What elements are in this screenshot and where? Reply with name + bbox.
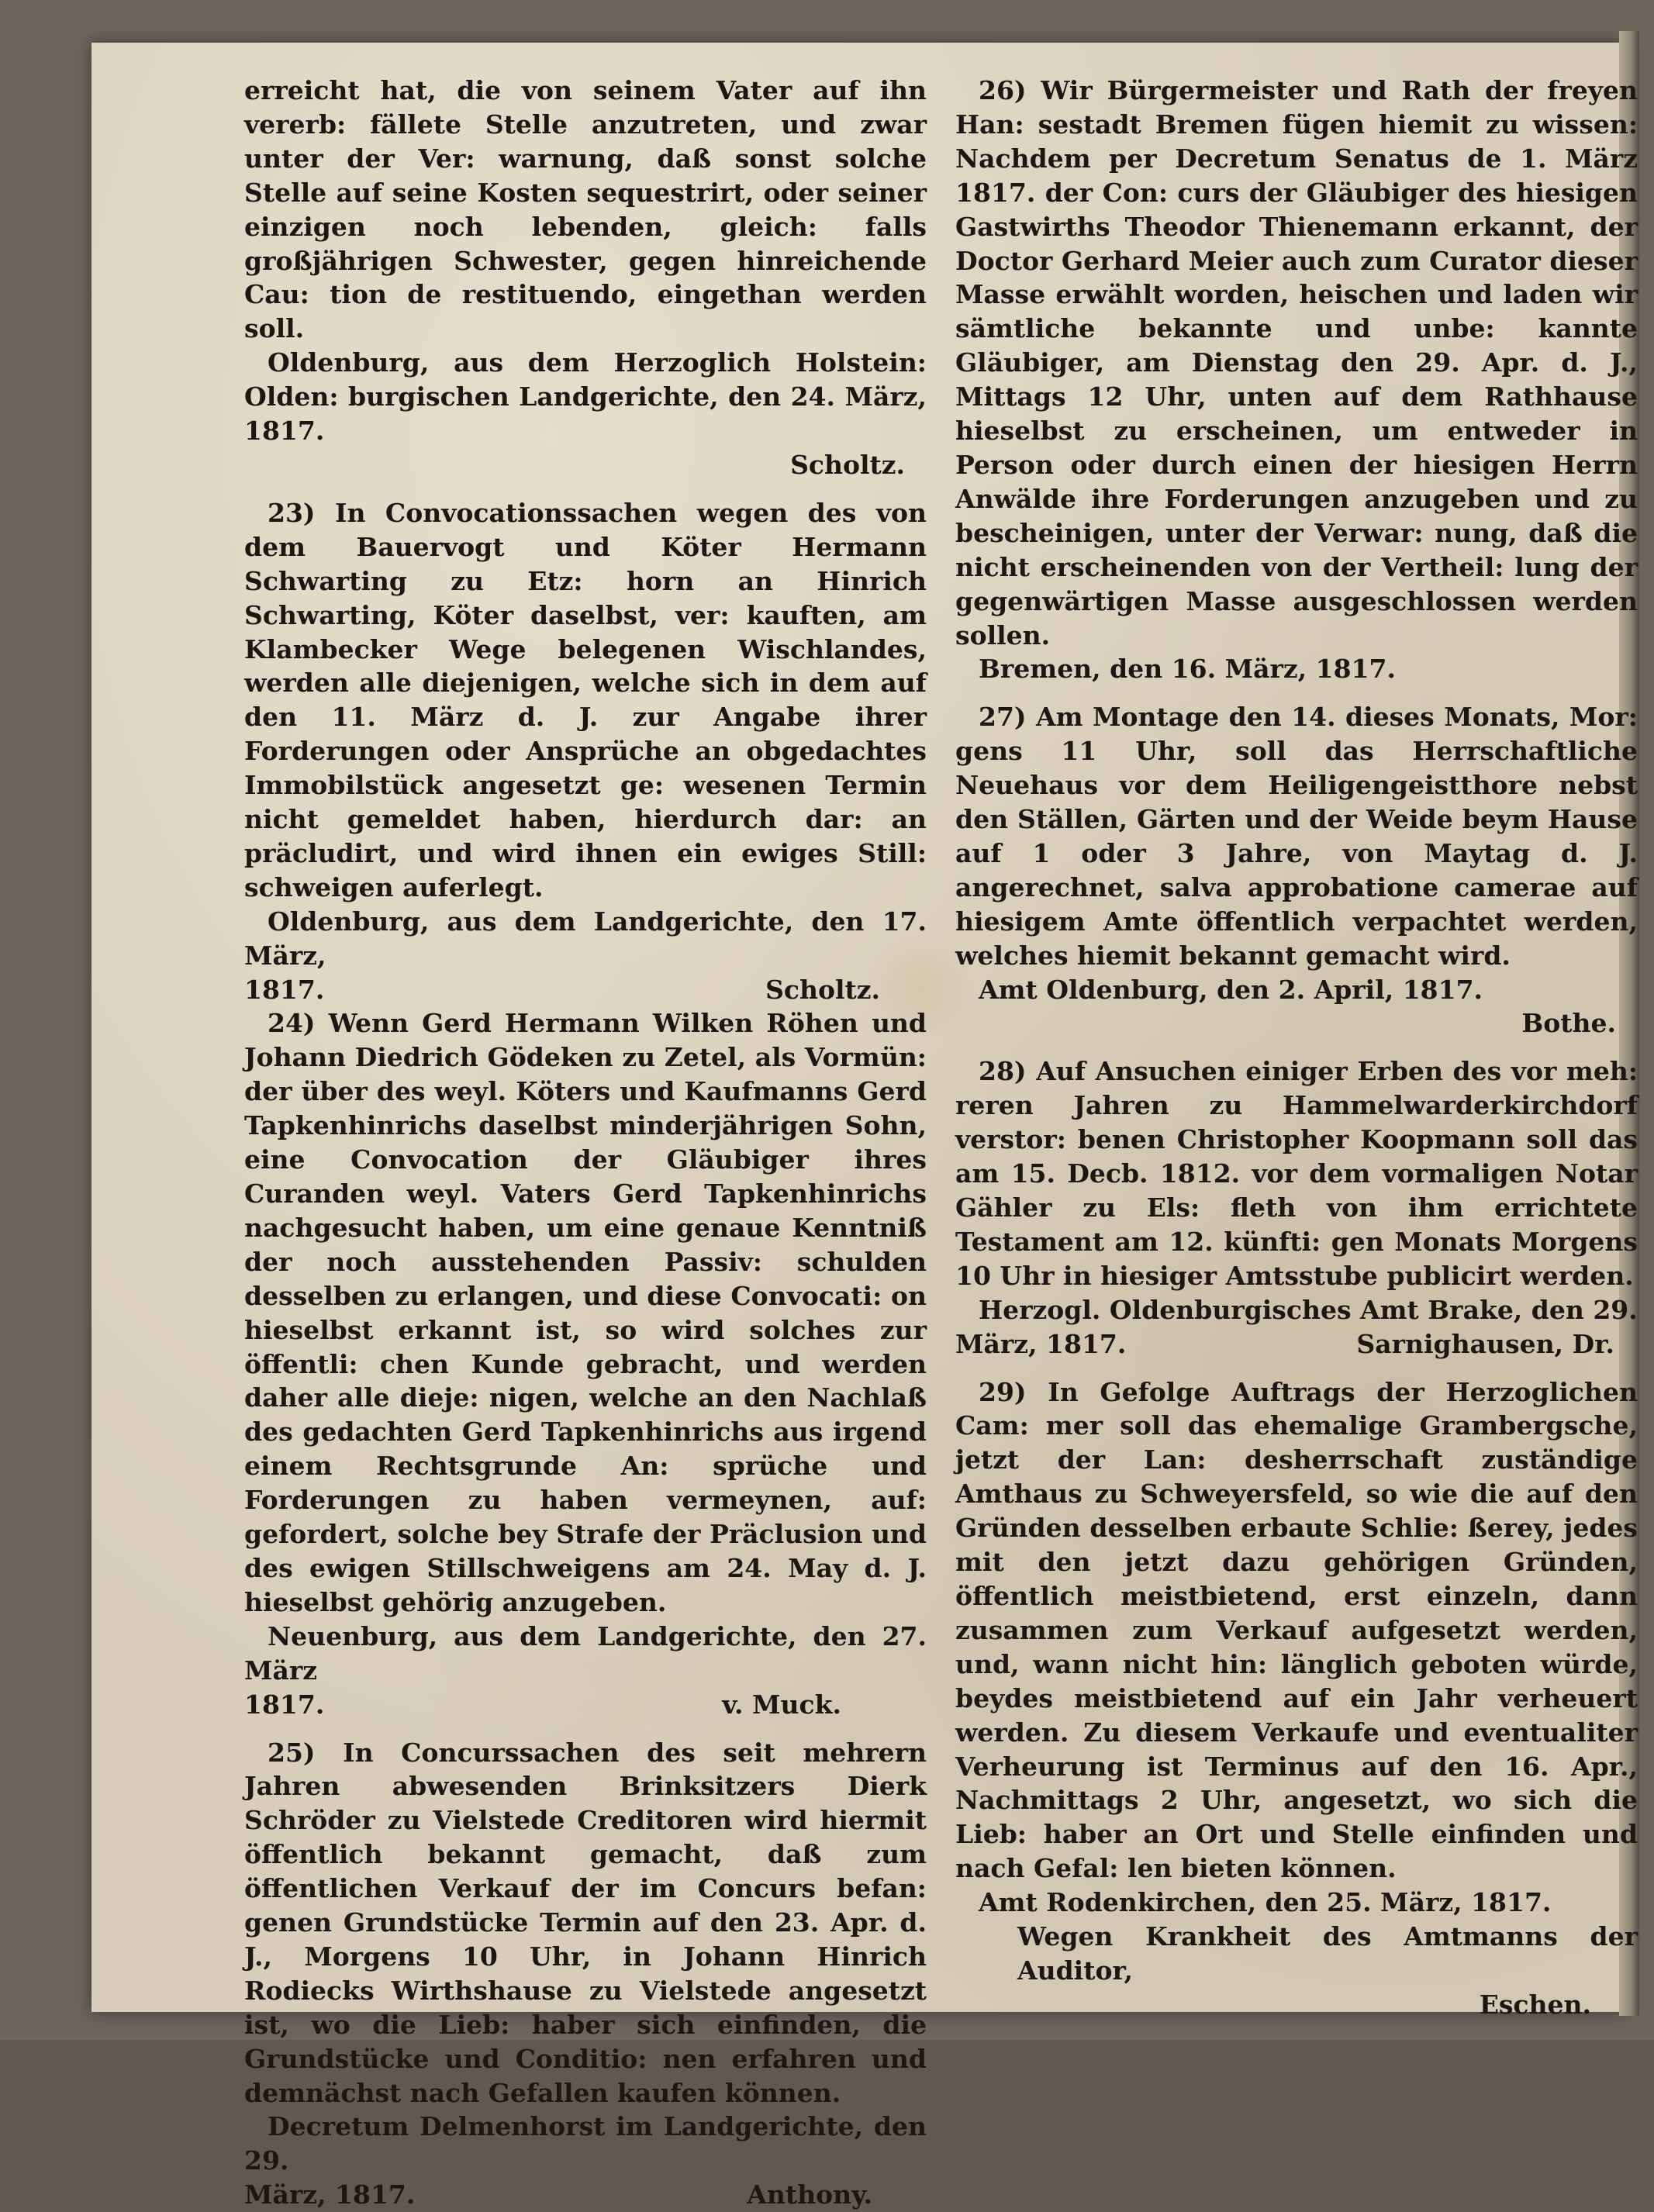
notice-24-year: 1817. — [244, 1689, 325, 1720]
notice-29-place-date: Amt Rodenkirchen, den 25. März, 1817. — [979, 1887, 1552, 1918]
notice-25-signature: Anthony. — [747, 2179, 872, 2210]
notice-28-place-date: Herzogl. Oldenburgisches Amt Brake, den 29. — [979, 1294, 1638, 1325]
notice-26-place-date: Bremen, den 16. März, 1817. — [979, 654, 1396, 685]
notice-29-text: 29) In Gefolge Auftrags der Herzoglichen Cam: mer soll das ehemalige Grambergsche, jetzt der Lan: desherrschaft zuständige Amthaus zu Schweyersfeld, so wie die auf den Gründen desselben erbaute Schlie: ßerey, jedes mit den jetzt dazu gehörigen Gründen, öffentlich meistbietend, erst einzeln, dann zusammen zum Verkauf aufgesetzt werden, und, wann nicht hin: länglich geboten würde, beydes meistbietend auf ein Jahr verheuert werden. Zu diesem Verkaufe und eventualiter Verheurung ist Terminus auf den 16. Apr., Nachmittags 2 Uhr, angesetzt, wo sich die Lieb: haber an Ort und Stelle einfinden und nach Gefal: len bieten können. — [955, 1376, 1638, 1884]
notice-25-year: März, 1817. — [244, 2179, 416, 2210]
notice-29-signature: Eschen. — [1479, 1989, 1591, 2020]
notice-28-text: 28) Auf Ansuchen einiger Erben des vor meh: reren Jahren zu Hammelwarderkirchdorf verstor: benen Christopher Koopmann soll das am 15. Decb. 1812. vor dem vormaligen Notar Gähler zu Els: fleth von ihm errichtete Testament am 12. künfti: gen Monats Morgens 10 Uhr in hiesiger Amtsstube publicirt werden. — [955, 1056, 1638, 1291]
notice-22-text: erreicht hat, die von seinem Vater auf ihn vererb: fällete Stelle anzutreten, und zwar unter der Ver: warnung, daß sonst solche Stelle auf seine Kosten sequestrirt, oder seiner einzigen noch lebenden, gleich: falls großjährigen Schwester, gegen hinreichende Cau: tion de restituendo, eingethan werden soll. — [244, 75, 927, 344]
notice-28-signature-line — [955, 1327, 1638, 1361]
notice-28-year: März, 1817. — [955, 1328, 1127, 1359]
notice-24-signature: v. Muck. — [722, 1689, 841, 1720]
notice-22-place-date: Oldenburg, aus dem Herzoglich Holstein: Olden: burgischen Landgerichte, den 24. März, 1817. — [244, 347, 927, 447]
notice-24-place-date: Neuenburg, aus dem Landgerichte, den 27. März — [244, 1620, 927, 1686]
notice-25-text: 25) In Concurssachen des seit mehrern Jahren abwesenden Brinksitzers Dierk Schröder zu Vielstede Creditoren wird hiermit öffentlich bekannt gemacht, daß zum öffentlichen Verkauf der im Concurs befan: genen Grundstücke Termin auf den 23. Apr. d. J., Morgens 10 Uhr, in Johann Hinrich Rodiecks Wirthshause zu Vielstede angesetzt ist, wo die Lieb: haber sich einfinden, die Grundstücke und Conditio: nen erfahren und demnächst nach Gefallen kaufen können. — [244, 1737, 927, 2108]
notice-23-text: 23) In Convocationssachen wegen des von dem Bauervogt und Köter Hermann Schwarting zu Etz: horn an Hinrich Schwarting, Köter daselbst, ver: kauften, am Klambecker Wege belegenen Wischlandes, werden alle diejenigen, welche sich in dem auf den 11. März d. J. zur Angabe ihrer Forderungen oder Ansprüche an obgedachtes Immobilstück angesetzt ge: wesenen Termin nicht gemeldet haben, hierdurch dar: an präcludirt, und wird ihnen ein ewiges Still: schweigen auferlegt. — [244, 497, 927, 902]
notice-25-place-date: Decretum Delmenhorst im Landgerichte, den 29. — [244, 2111, 927, 2176]
notice-27-place-date: Amt Oldenburg, den 2. April, 1817. — [979, 974, 1483, 1005]
notice-25-signature-line — [244, 2178, 927, 2212]
notice-24-signature-line — [244, 1688, 927, 1722]
notice-29-note: Wegen Krankheit des Amtmanns der Auditor, — [1017, 1921, 1638, 1986]
notice-23-place-date: Oldenburg, aus dem Landgerichte, den 17. März, — [244, 906, 927, 971]
notice-24-text: 24) Wenn Gerd Hermann Wilken Röhen und Johann Diedrich Gödeken zu Zetel, als Vormün: der über des weyl. Köters und Kaufmanns Gerd Tapkenhinrichs daselbst minderjährigen Sohn, eine Convocation der Gläubiger ihres Curanden weyl. Vaters Gerd Tapkenhinrichs nachgesucht haben, um eine genaue Kenntniß der noch ausstehenden Passiv: schulden desselben zu erlangen, und diese Convocati: on hieselbst erkannt ist, so wird solches zur öffentli: chen Kunde gebracht, und werden daher alle dieje: nigen, welche an den Nachlaß des gedachten Gerd Tapkenhinrichs aus irgend einem Rechtsgrunde An: sprüche und Forderungen zu haben vermeynen, auf: gefordert, solche bey Strafe der Präclusion und des ewigen Stillschweigens am 24. May d. J. hieselbst gehörig anzugeben. — [244, 1008, 927, 1617]
notice-27-text: 27) Am Montage den 14. dieses Monats, Mor: gens 11 Uhr, soll das Herrschaftliche Neuehaus vor dem Heiligengeistthore nebst den Ställen, Gärten und der Weide beym Hause auf 1 oder 3 Jahre, von Maytag d. J. angerechnet, salva approbatione camerae auf hiesigem Amte öffentlich verpachtet werden, welches hiemit bekannt gemacht wird. — [955, 702, 1638, 971]
right-column — [955, 74, 1638, 2022]
notice-22-signature: Scholtz. — [790, 449, 905, 480]
notice-23-signature-line — [244, 973, 927, 1007]
notice-23-signature: Scholtz. — [765, 974, 880, 1005]
notice-26-text: 26) Wir Bürgermeister und Rath der freyen Han: sestadt Bremen fügen hiemit zu wissen: Nachdem per Decretum Senatus de 1. März 1817. der Con: curs der Gläubiger des hiesigen Gastwirths Theodor Thienemann erkannt, der Doctor Gerhard Meier auch zum Curator dieser Masse erwählt worden, heischen und laden wir sämtliche bekannte und unbe: kannte Gläubiger, am Dienstag den 29. Apr. d. J., Mittags 12 Uhr, unten auf dem Rathhause hieselbst zu erscheinen, um entweder in Person oder durch einen der hiesigen Herrn Anwälde ihre Forderungen anzugeben und zu bescheinigen, unter der Verwar: nung, daß die nicht erscheinenden von der Vertheil: lung der gegenwärtigen Masse ausgeschlossen werden sollen. — [955, 75, 1638, 650]
notice-27-signature: Bothe. — [1521, 1008, 1616, 1039]
notice-28-signature: Sarnighausen, Dr. — [1356, 1328, 1614, 1359]
left-column — [244, 74, 927, 2212]
notice-23-year: 1817. — [244, 974, 325, 1005]
